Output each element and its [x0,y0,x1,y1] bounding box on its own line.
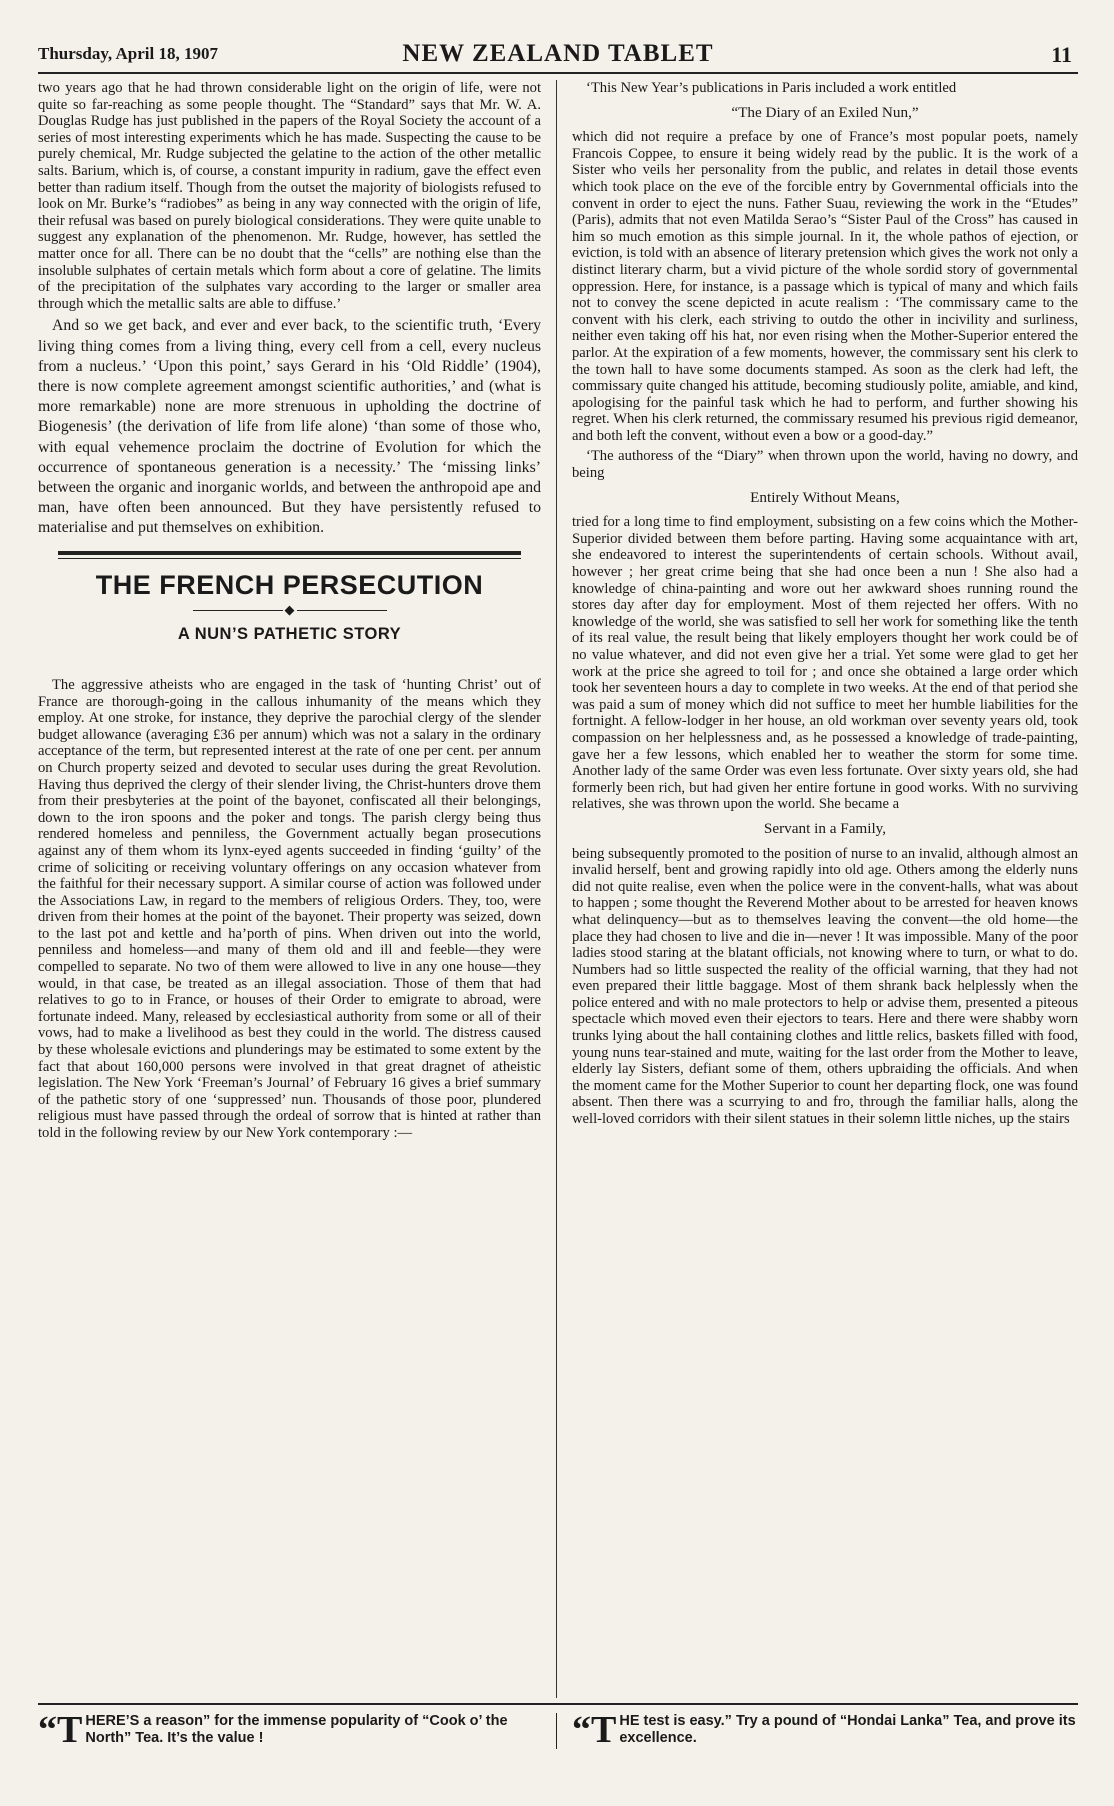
right-column [572,80,1078,1695]
article-paragraph-3: which did not require a preface by one of France’s most popular poets, namely Francois Coppee, to ensure it being widely read by the public. It is the work of a Sister who veils her personality from the public, and relates in detail those events which took place on the eve of the forcible entry by Governmental officials into the convent in order to eject the nuns. Father Suau, reviewing the work in the “Etudes” (Paris), admits that not even Matilda Serao’s “Sister Paul of the Cross” has caused in him so much emotion as this simple journal. In it, the whole pathos of ejection, or eviction, is told with an absence of literary pretension which gives the work not only a distinct literary charm, but a vivid picture of the whole sordid story of governmental oppression. Here, for instance, is a passage which is typical of many and which fails not to convey the scene depicted in acute realism : ‘The commissary came to the convent with his clerk, each striving to outdo the other in incivility and surliness, neither even taking off his hat, nor even rising when the Mother-Superior entered the parlor. At the expiration of a few moments, however, the commissary sent his clerk to the town hall to have some documents stamped. As soon as the clerk had left, the commissary quite changed his attitude, becoming studiously polite, amiable, and kind, apologising for the painful task which he had to perform, and further showing his regret. When his clerk returned, the commissary resumed his previous rigid demeanor, and both left the convent, without even a bow or a good-day.” [572,129,1078,444]
ad-right-text: HE test is easy.” Try a pound of “Hondai Lanka” Tea, and prove its excellence. [619,1713,1076,1746]
science-paragraph-1: two years ago that he had thrown considerable light on the origin of life, were not quite so far-reaching as some people thought. The “Standard” says that Mr. W. A. Douglas Rudge has just published in the papers of the Royal Society the account of a series of most interesting experiments which he has made. Suspecting the cause to be purely chemical, Mr. Rudge subjected the gelatine to the action of the other metallic salts. Barium, which is, of course, a constant impurity in radium, gave the effect even better than radium itself. Though from the outset the majority of biologists refused to look on Mr. Burke’s “radiobes” as being in any way connected with the origin of life, their refusal was based on purely biological considerations. They were quite unable to suggest any explanation of the phenomenon. Mr. Rudge, however, has settled the matter once for all. There can be no doubt that the “cells” are nothing else than the insoluble sulphates of certain metals which form about a core of gelatine. The limits of the precipitation of the sulphates vary according to the larger or smaller area through which the metallic salts are able to diffuse.’ [38,80,541,312]
ad-left-dropcap: “T [38,1709,83,1751]
left-column [38,80,541,1695]
section-title-servant: Servant in a Family, [763,819,887,837]
footer-divider [556,1713,557,1749]
section-title-diary: “The Diary of an Exiled Nun,” [731,103,919,121]
ad-cook-o-the-north [38,1709,543,1751]
section-rule-thin [58,558,521,559]
diamond-ornament-icon: ◆ [38,603,541,616]
article-headline: THE FRENCH PERSECUTION [95,569,484,600]
science-paragraph-2: And so we get back, and ever and ever back, to the scientific truth, ‘Every living thing comes from a living thing, every cell from a cell, every nucleus from a nucleus.’ ‘Upon this point,’ says Gerard in his ‘Old Riddle’ (1904), there is now complete agreement amongst scientific authorities,’ and (what is more remarkable) none are more strenuous in upholding the doctrine of Biogenesis’ (the derivation of life from life alone) ‘than some of those who, with equal vehemence proclaim the doctrine of Evolution for which the occurrence of spontaneous generation is a necessity.’ The ‘missing links’ between the organic and inorganic worlds, and between the anthropoid ape and man, have often been announced. But they have persistently refused to materialise and put themselves on exhibition. [38,317,541,537]
masthead-title: NEW ZEALAND TABLET [402,40,714,67]
issue-date: Thursday, April 18, 1907 [38,44,218,63]
ad-right-dropcap: “T [572,1709,617,1751]
ad-hondai-lanka [572,1709,1078,1751]
article-paragraph-6: being subsequently promoted to the position of nurse to an invalid, although almost an invalid herself, bent and growing rapidly into old age. Others among the elderly nuns did not quite realise, even when the police were in the convent-halls, what was about to happen ; some thought the Reverend Mother about to be arrested for heaven knows what delinquency—but as to themselves leaving the convent—the old home—the place they had chosen to live and die in—never ! It was impossible. Many of the poor ladies stood staring at the blatant officials, not knowing where to turn, or what to do. Numbers had so little suspected the reality of the official warning, that they had not even prepared their little baggage. Most of them shrank back helplessly when the police entered and with no male protectors to help or advise them, presented a piteous spectacle which moved even their ejectors to tears. Here and there were shabby worn trunks lying about the hall containing clothes and little relics, baskets filled with food, young nuns tear-stained and mute, waiting for the last order from the Mother to leave, elderly lay Sisters, defiant some of them, others upbraiding the officials. And when the moment came for the Mother Superior to count her departing flock, one was found absent. Then there was a scurrying to and fro, through the familiar halls, along the well-loved corridors with their silent statues in their solemn little niches, up the stairs [572,845,1078,1128]
column-divider [556,80,557,1698]
article-subheadline: A NUN’S PATHETIC STORY [177,625,402,644]
section-rule-thick [58,551,521,555]
article-paragraph-2: ‘This New Year’s publications in Paris included a work entitled [586,80,957,96]
article-paragraph-4: ‘The authoress of the “Diary” when thrown upon the world, having no dowry, and being [572,448,1078,482]
article-paragraph-1: The aggressive atheists who are engaged in the task of ‘hunting Christ’ out of France are thorough-going in the callous inhumanity of the means which they employ. At one stroke, for instance, they deprive the parochial clergy of the slender budget allowance (averaging £36 per annum) which was not a salary in the ordinary acceptance of the term, but represented interest at the rate of one per cent. per annum on Church property seized and devoted to secular uses during the great Revolution. Having thus deprived the clergy of their slender living, the Christ-hunters drove them from their presbyteries at the point of the bayonet, confiscated all their belongings, down to the iron spoons and the poker and tongs. The parish clergy being thus rendered homeless and penniless, the Government actually began prosecutions against any of them whom its lynx-eyed agents succeeded in finding ‘guilty’ of the crime of soliciting or receiving voluntary offerings on any occasion whatever from the faithful for their necessary support. A similar course of action was followed under the Associations Law, in regard to the members of religious Orders. They, too, were driven from their homes at the point of the bayonet. Their property was seized, down to the last pot and kettle and ha’porth of pins. When driven out into the world, penniless and homeless—and many of them old and ill and feeble—they were compelled to separate. No two of them were allowed to live in any one house—they would, in that case, be treated as an illegal association. Those of them that had relatives to go to in France, or houses of their Order to emigrate to abroad, were fortunate indeed. Many, released by ecclesiastical authority from some or all of their vows, had to make a livelihood as best they could in the world. The distress caused by these wholesale evictions and plunderings may be estimated to some extent by the fact that about 160,000 persons were involved in that great dragnet of atheistic legislation. The New York ‘Freeman’s Journal’ of February 16 gives a brief summary of the pathetic story of one ‘suppressed’ nun. Thousands of those poor, plundered religious must have passed through the ordeal of sorrow that is hinted at rather than told in the following review by our New York contemporary :— [38,676,541,1142]
section-title-without-means: Entirely Without Means, [750,488,900,506]
page-header [38,38,1078,74]
article-paragraph-5: tried for a long time to find employment, subsisting on a few coins which the Mother-Superior divided between them before parting. Having some acquaintance with art, she endeavored to interest the superintendents of certain schools. Without avail, however ; her great crime being that she had once been a nun ! She also had a knowledge of china-painting and wore out her awkward shoes running round the stores day after day for employment. Most of them rejected her offers. With no knowledge of the world, she was satisfied to sell her work for something like the tenth of its real value, the result being that likely employers thought her work could be of no value whatever, and did not even give her a trial. Yet some were glad to get her work at the price she agreed to toil for ; and once she obtained a large order which took her seventeen hours a day to complete in two weeks. At the end of that period she was paid a sum of money which did not suffice to meet her humble liabilities for the fortnight. A fellow-lodger in her house, an old workman over seventy years old, took compassion on her helplessness and, as he possessed a knowledge of trade-painting, gave her a few lessons, which enabled her to weather the storm for some time. Another lady of the same Order was even less fortunate. Over sixty years old, she had formerly been rich, but had given her entire fortune in good works. With no surviving relatives, she was thrown upon the world. She became a [572,514,1078,813]
page-number: 11 [1051,42,1072,67]
page-footer-ads [38,1703,1078,1765]
ad-left-text: HERE’S a reason” for the immense popularity of “Cook o’ the North” Tea. It’s the value ! [85,1713,508,1746]
